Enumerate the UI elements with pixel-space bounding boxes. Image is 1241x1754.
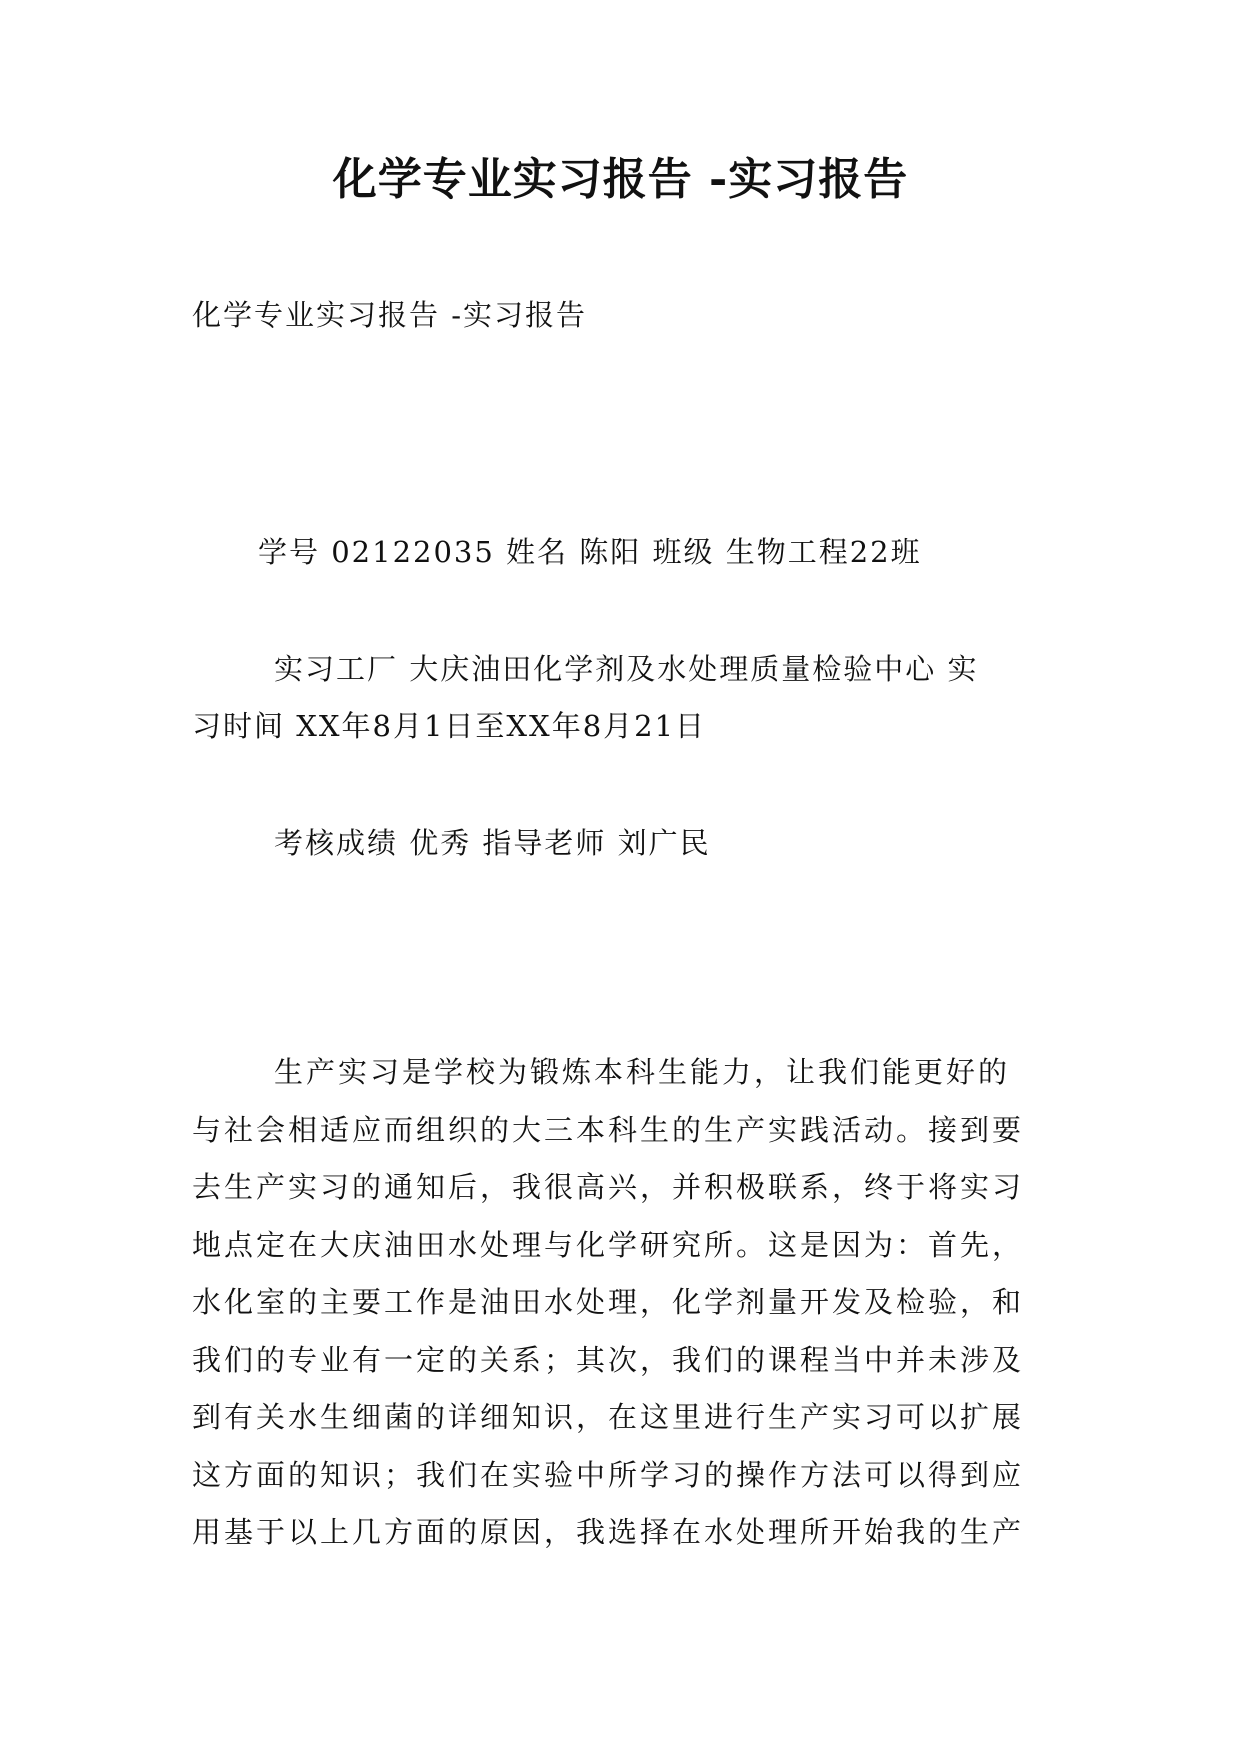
body-line: 到有关水生细菌的详细知识，在这里进行生产实习可以扩展 [192, 1400, 1025, 1434]
body-line: 去生产实习的通知后，我很高兴，并积极联系，终于将实习 [192, 1170, 1025, 1204]
body-line: 生产实习是学校为锻炼本科生能力，让我们能更好的 [274, 1055, 1011, 1089]
body-paragraph [192, 1044, 1072, 1562]
document-subtitle: 化学专业实习报告 -实习报告 [192, 298, 588, 332]
internship-location-line: 实习工厂 大庆油田化学剂及水处理质量检验中心 实 [274, 652, 979, 686]
body-line: 这方面的知识；我们在实验中所学习的操作方法可以得到应 [192, 1457, 1025, 1492]
student-info-line: 学号 02122035 姓名 陈阳 班级 生物工程22班 [258, 535, 922, 569]
body-line: 地点定在大庆油田水处理与化学研究所。这是因为：首先， [192, 1227, 1025, 1262]
body-line: 与社会相适应而组织的大三本科生的生产实践活动。接到要 [192, 1112, 1025, 1147]
assessment-line: 考核成绩 优秀 指导老师 刘广民 [274, 826, 711, 860]
internship-time-line: 习时间 XX年8月1日至XX年8月21日 [192, 709, 707, 743]
document-title: 化学专业实习报告 -实习报告 [332, 154, 909, 205]
body-line: 用基于以上几方面的原因，我选择在水处理所开始我的生产 [192, 1515, 1025, 1549]
body-line: 我们的专业有一定的关系；其次，我们的课程当中并未涉及 [192, 1342, 1025, 1377]
body-line: 水化室的主要工作是油田水处理，化学剂量开发及检验，和 [192, 1285, 1025, 1319]
